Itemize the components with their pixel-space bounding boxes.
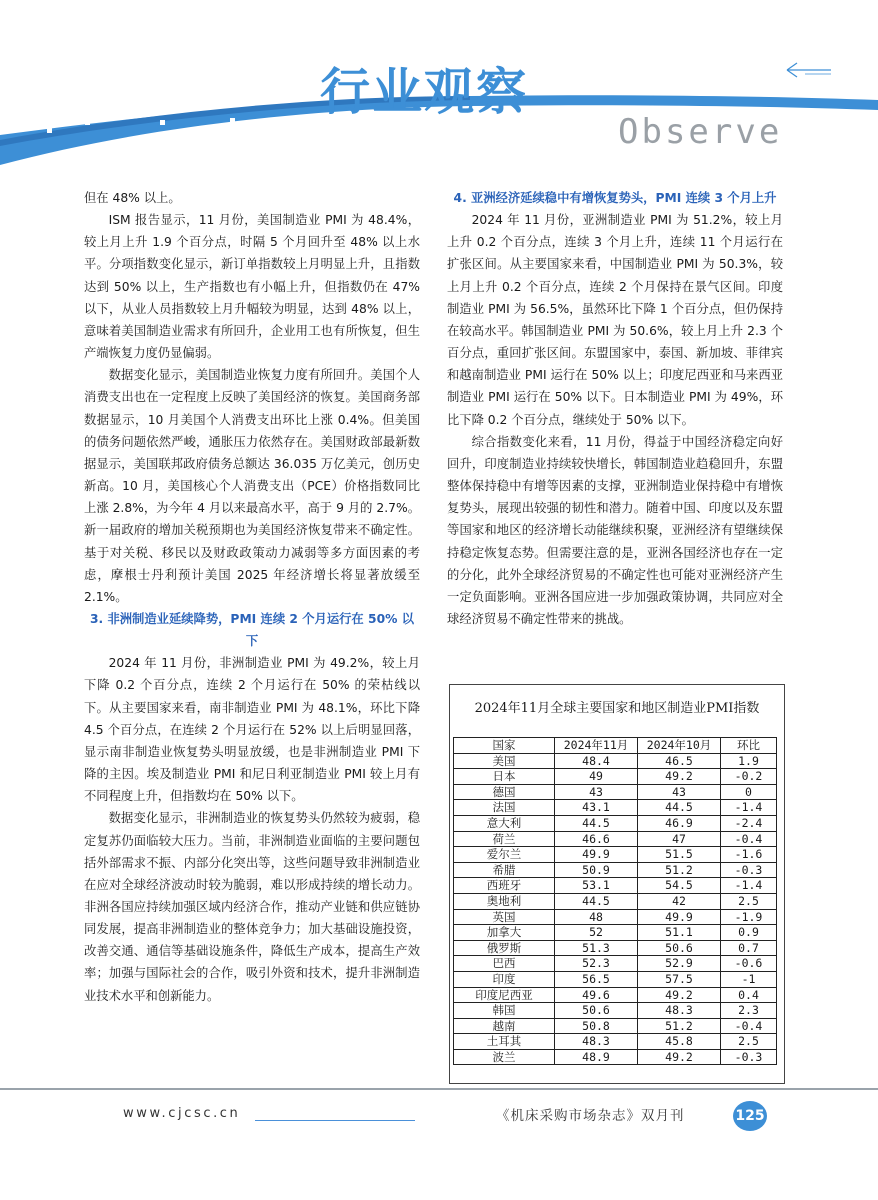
- table-cell: 48.3: [638, 1003, 721, 1019]
- right-column: [447, 187, 783, 630]
- table-cell: 韩国: [454, 1003, 555, 1019]
- table-cell: 印度尼西亚: [454, 987, 555, 1003]
- table-cell: 希腊: [454, 862, 555, 878]
- table-cell: 日本: [454, 769, 555, 785]
- table-cell: -0.3: [721, 862, 777, 878]
- table-row: [454, 971, 777, 987]
- paragraph: 综合指数变化来看，11 月份，得益于中国经济稳定向好回升，印度制造业持续较快增长，韩国制造业趋稳回升，东盟整体保持稳中有增等因素的支撑，亚洲制造业保持稳中有增恢复势头，展现出较强的韧性和潜力。随着中国、印度以及东盟等国家和地区的经济增长动能继续积聚，亚洲经济有望继续保持稳定恢复态势。但需要注意的是，亚洲各国经济也存在一定的分化，此外全球经济贸易的不确定性也可能对亚洲经济产生一定负面影响。亚洲各国应进一步加强政策协调，共同应对全球经济贸易不确定性带来的挑战。: [447, 434, 783, 626]
- table-row: [454, 925, 777, 941]
- footer-divider: [0, 1088, 878, 1090]
- column-header: 2024年10月: [638, 738, 721, 754]
- table-cell: 0.4: [721, 987, 777, 1003]
- section-heading: 3. 非洲制造业延续降势，PMI 连续 2 个月运行在 50% 以下: [89, 611, 415, 649]
- table-cell: 45.8: [638, 1034, 721, 1050]
- column-header: 2024年11月: [555, 738, 638, 754]
- table-cell: 50.8: [555, 1018, 638, 1034]
- table-cell: 46.6: [555, 831, 638, 847]
- table-cell: -1.4: [721, 800, 777, 816]
- footer-url-underline: [255, 1120, 415, 1121]
- table-cell: 2.5: [721, 893, 777, 909]
- table-cell: 荷兰: [454, 831, 555, 847]
- table-row: [454, 956, 777, 972]
- table-cell: 48.3: [555, 1034, 638, 1050]
- pmi-table-figure: [449, 684, 785, 1084]
- table-row: [454, 831, 777, 847]
- table-title: 2024年11月全球主要国家和地区制造业PMI指数: [474, 701, 760, 716]
- table-cell: 43: [638, 784, 721, 800]
- column-header: 国家: [454, 738, 555, 754]
- pmi-table: [453, 737, 777, 1065]
- table-cell: 印度: [454, 971, 555, 987]
- table-cell: 越南: [454, 1018, 555, 1034]
- table-cell: 53.1: [555, 878, 638, 894]
- table-cell: 54.5: [638, 878, 721, 894]
- page-number: 125: [733, 1101, 767, 1131]
- table-cell: 1.9: [721, 753, 777, 769]
- table-cell: 土耳其: [454, 1034, 555, 1050]
- table-cell: 51.1: [638, 925, 721, 941]
- table-cell: -0.3: [721, 1049, 777, 1065]
- table-row: [454, 1003, 777, 1019]
- table-cell: 46.9: [638, 815, 721, 831]
- table-cell: 2.3: [721, 1003, 777, 1019]
- paragraph: ISM 报告显示，11 月份，美国制造业 PMI 为 48.4%，较上月上升 1.9 个百分点，时隔 5 个月回升至 48% 以上水平。分项指数变化显示，新订单指数较上月明显上升，且指数达到 50% 以上，生产指数也有小幅上升，但指数仍在 47% 以下，从业人员指数较上月升幅较为明显，达到 48% 以上，意味着美国制造业需求有所回升，企业用工也有所恢复，但生产端恢复力度仍显偏弱。: [84, 213, 420, 361]
- table-cell: 48.4: [555, 753, 638, 769]
- table-cell: 43: [555, 784, 638, 800]
- table-cell: 57.5: [638, 971, 721, 987]
- table-cell: 49.9: [555, 847, 638, 863]
- table-cell: 0: [721, 784, 777, 800]
- table-body: [454, 753, 777, 1065]
- footer-magazine-name: 《机床采购市场杂志》双月刊: [496, 1108, 685, 1124]
- table-row: [454, 769, 777, 785]
- table-cell: 56.5: [555, 971, 638, 987]
- table-cell: 48.9: [555, 1049, 638, 1065]
- table-cell: 0.7: [721, 940, 777, 956]
- table-cell: 50.9: [555, 862, 638, 878]
- table-cell: 德国: [454, 784, 555, 800]
- table-cell: 51.3: [555, 940, 638, 956]
- table-cell: 44.5: [638, 800, 721, 816]
- table-cell: 50.6: [555, 1003, 638, 1019]
- table-cell: 47: [638, 831, 721, 847]
- table-row: [454, 1049, 777, 1065]
- page-subtitle: Observe: [618, 112, 783, 152]
- table-cell: 52.9: [638, 956, 721, 972]
- table-cell: -0.6: [721, 956, 777, 972]
- footer-url[interactable]: www.cjcsc.cn: [123, 1106, 241, 1121]
- table-cell: 巴西: [454, 956, 555, 972]
- paragraph: 2024 年 11 月份，非洲制造业 PMI 为 49.2%，较上月下降 0.2 个百分点，连续 2 个月运行在 50% 的荣枯线以下。从主要国家来看，南非制造业 PMI 为 48.1%，环比下降 4.5 个百分点，在连续 2 个月运行在 52% 以上后明显回落，显示南非制造业恢复势头明显放缓，也是非洲制造业 PMI 下降的主因。埃及制造业 PMI 和尼日利亚制造业 PMI 较上月有不同程度上升，但指数均在 50% 以下。: [84, 656, 420, 804]
- table-cell: -1.4: [721, 878, 777, 894]
- table-row: [454, 987, 777, 1003]
- table-cell: 44.5: [555, 893, 638, 909]
- table-cell: 50.6: [638, 940, 721, 956]
- table-cell: -0.4: [721, 1018, 777, 1034]
- table-cell: 49.2: [638, 1049, 721, 1065]
- paragraph: 2024 年 11 月份，亚洲制造业 PMI 为 51.2%，较上月上升 0.2 个百分点，连续 3 个月上升，连续 11 个月运行在扩张区间。从主要国家来看，中国制造业 PMI 为 50.3%，较上月上升 0.2 个百分点，连续 2 个月保持在景气区间。印度制造业 PMI 为 56.5%，虽然环比下降 1 个百分点，但仍保持在较高水平。韩国制造业 PMI 为 50.6%，较上月上升 2.3 个百分点，重回扩张区间。东盟国家中，泰国、新加坡、菲律宾和越南制造业 PMI 运行在 50% 以上；印度尼西亚和马来西亚制造业 PMI 运行在 50% 以下。日本制造业 PMI 为 49%，环比下降 0.2 个百分点，继续处于 50% 以下。: [447, 213, 783, 427]
- table-cell: 2.5: [721, 1034, 777, 1050]
- paragraph: 数据变化显示，非洲制造业的恢复势头仍然较为疲弱，稳定复苏仍面临较大压力。当前，非洲制造业面临的主要问题包括外部需求不振、内部分化突出等，这些问题导致非洲制造业在应对全球经济波动时较为脆弱，难以形成持续的增长动力。非洲各国应持续加强区域内经济合作，推动产业链和供应链协同发展，提高非洲制造业的整体竞争力；加大基础设施投资，改善交通、通信等基础设施条件，降低生产成本，提高生产效率；加强与国际社会的合作，吸引外资和技术，提升非洲制造业技术水平和创新能力。: [84, 811, 420, 1003]
- table-cell: -1.9: [721, 909, 777, 925]
- table-cell: 42: [638, 893, 721, 909]
- section-heading: 4. 亚洲经济延续稳中有增恢复势头，PMI 连续 3 个月上升: [453, 191, 777, 205]
- table-cell: 43.1: [555, 800, 638, 816]
- table-row: [454, 815, 777, 831]
- table-cell: 49.2: [638, 769, 721, 785]
- table-cell: 49.9: [638, 909, 721, 925]
- table-row: [454, 847, 777, 863]
- table-cell: 52.3: [555, 956, 638, 972]
- table-row: [454, 753, 777, 769]
- table-cell: 波兰: [454, 1049, 555, 1065]
- table-cell: 46.5: [638, 753, 721, 769]
- column-header: 环比: [721, 738, 777, 754]
- table-cell: -0.4: [721, 831, 777, 847]
- table-row: [454, 878, 777, 894]
- arrow-left-icon: [785, 60, 833, 80]
- table-row: [454, 1034, 777, 1050]
- table-cell: 49.2: [638, 987, 721, 1003]
- table-cell: 加拿大: [454, 925, 555, 941]
- table-row: [454, 1018, 777, 1034]
- table-cell: -0.2: [721, 769, 777, 785]
- table-cell: 51.2: [638, 1018, 721, 1034]
- table-row: [454, 862, 777, 878]
- table-row: [454, 893, 777, 909]
- table-cell: -1.6: [721, 847, 777, 863]
- table-cell: 意大利: [454, 815, 555, 831]
- table-cell: 法国: [454, 800, 555, 816]
- table-cell: 49: [555, 769, 638, 785]
- table-cell: 俄罗斯: [454, 940, 555, 956]
- table-cell: 爱尔兰: [454, 847, 555, 863]
- table-cell: -1: [721, 971, 777, 987]
- table-row: [454, 940, 777, 956]
- page-header: [0, 0, 878, 165]
- table-cell: 51.5: [638, 847, 721, 863]
- table-cell: 英国: [454, 909, 555, 925]
- left-column: [84, 187, 420, 1007]
- table-cell: 美国: [454, 753, 555, 769]
- paragraph: 数据变化显示，美国制造业恢复力度有所回升。美国个人消费支出也在一定程度上反映了美国经济的恢复。美国商务部数据显示，10 月美国个人消费支出环比上涨 0.4%。但美国的债务问题依然严峻，通胀压力依然存在。美国财政部最新数据显示，美国联邦政府债务总额达 36.035 万亿美元，创历史新高。10 月，美国核心个人消费支出（PCE）价格指数同比上涨 2.8%，为今年 4 月以来最高水平，高于 9 月的 2.7%。新一届政府的增加关税预期也为美国经济恢复带来不确定性。基于对关税、移民以及财政政策动力减弱等多方面因素的考虑，摩根士丹利预计美国 2025 年经济增长将显著放缓至 2.1%。: [84, 368, 420, 604]
- table-cell: 49.6: [555, 987, 638, 1003]
- table-row: [454, 909, 777, 925]
- paragraph: 但在 48% 以上。: [84, 191, 181, 205]
- table-row: [454, 800, 777, 816]
- table-row: [454, 784, 777, 800]
- table-cell: 0.9: [721, 925, 777, 941]
- table-cell: 西班牙: [454, 878, 555, 894]
- table-cell: 48: [555, 909, 638, 925]
- table-cell: 奥地利: [454, 893, 555, 909]
- table-cell: 52: [555, 925, 638, 941]
- table-cell: 44.5: [555, 815, 638, 831]
- table-cell: -2.4: [721, 815, 777, 831]
- table-header-row: [454, 738, 777, 754]
- table-cell: 51.2: [638, 862, 721, 878]
- page-title: 行业观察: [320, 63, 528, 121]
